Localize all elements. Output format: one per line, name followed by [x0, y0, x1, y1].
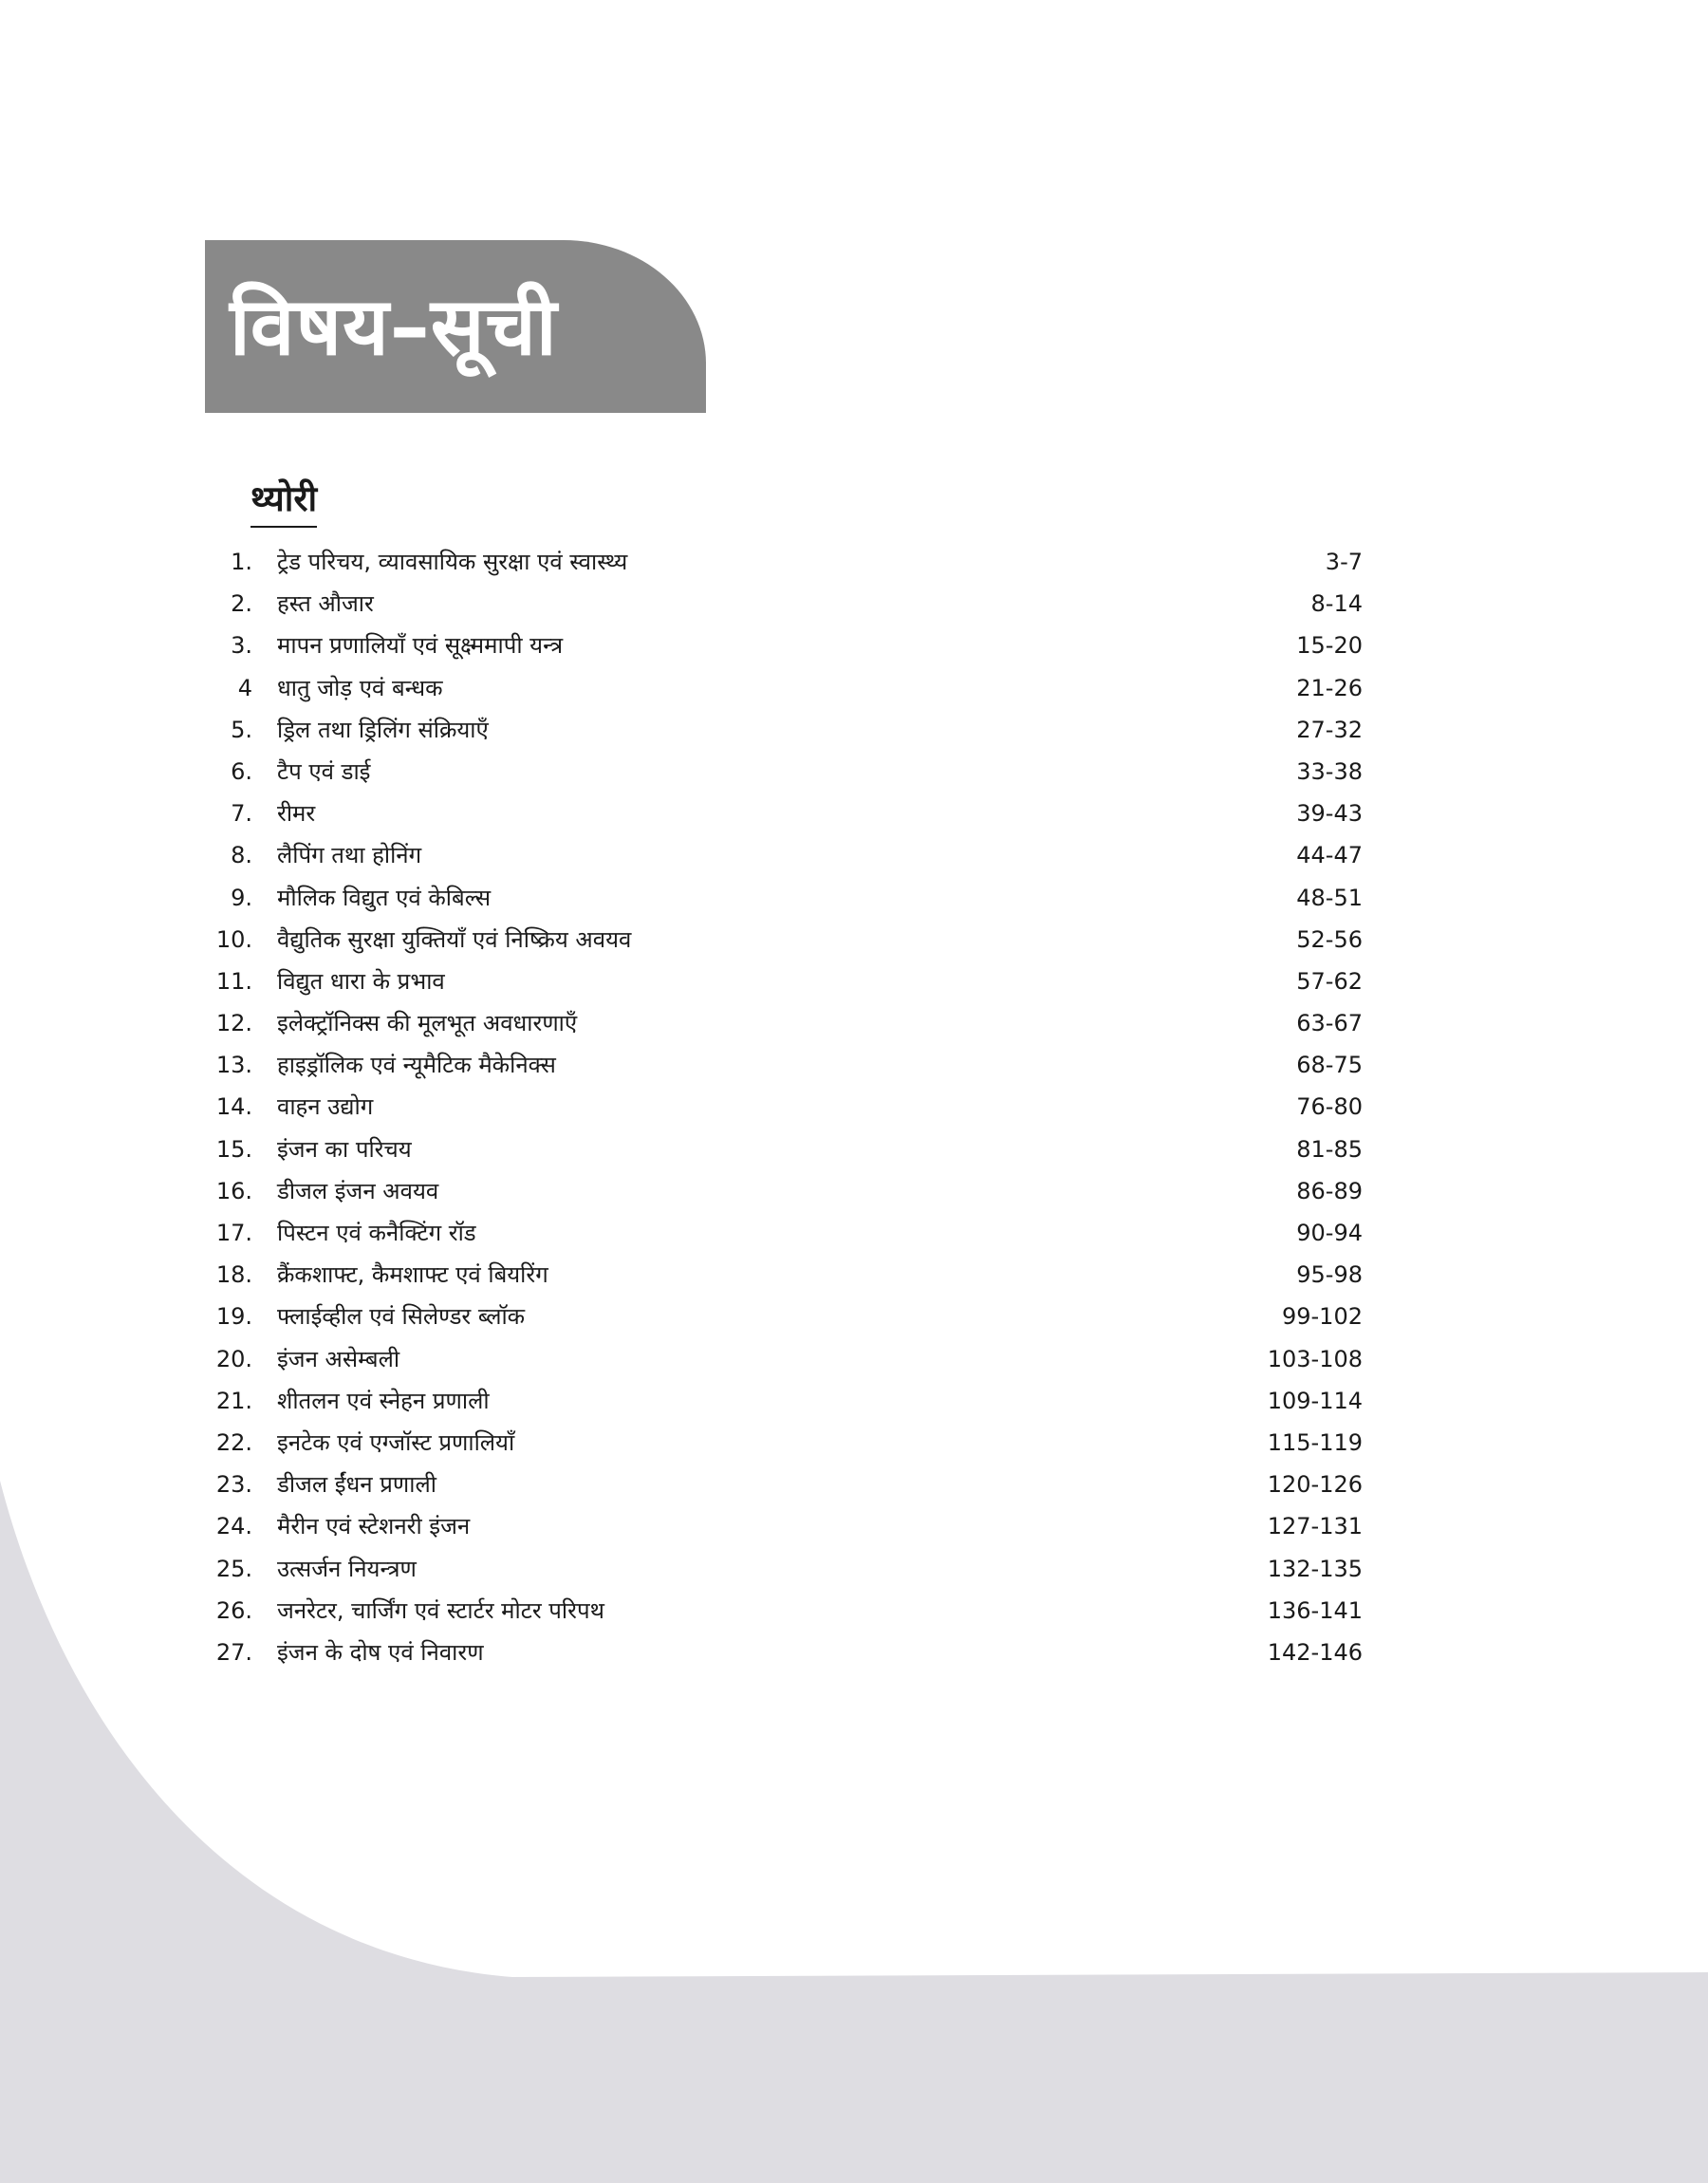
- toc-entry-title: रीमर: [277, 800, 316, 828]
- toc-entry-title: वैद्युतिक सुरक्षा युक्तियाँ एवं निष्क्रिय अवयव: [277, 925, 632, 953]
- toc-entry: [205, 1296, 1363, 1337]
- toc-entry-number: 23.: [215, 1471, 252, 1499]
- toc-entry-pages: 33-38: [1296, 757, 1363, 785]
- toc-entry-number: 25.: [215, 1555, 252, 1582]
- toc-entry-pages: 103-108: [1267, 1345, 1363, 1372]
- toc-entry: [205, 1212, 1363, 1254]
- toc-entry-title: पिस्टन एवं कनैक्टिंग रॉड: [277, 1220, 476, 1246]
- toc-entry: [205, 919, 1363, 961]
- toc-entry-pages: 21-26: [1296, 674, 1363, 701]
- toc-entry-title: ड्रिल तथा ड्रिलिंग संक्रियाएँ: [277, 716, 489, 743]
- toc-entry-title: वाहन उद्योग: [277, 1093, 374, 1121]
- toc-entry-pages: 27-32: [1296, 716, 1363, 743]
- toc-entry: [205, 793, 1363, 834]
- page-title: विषय–सूची: [230, 280, 558, 373]
- toc-entry-pages: 115-119: [1267, 1428, 1363, 1456]
- toc-entry-pages: 39-43: [1296, 800, 1363, 828]
- toc-entry-pages: 136-141: [1267, 1596, 1363, 1624]
- toc-entry: [205, 1632, 1363, 1673]
- toc-entry-title: जनरेटर, चार्जिंग एवं स्टार्टर मोटर परिपथ: [277, 1596, 604, 1624]
- toc-entry: [205, 1086, 1363, 1128]
- toc-entry: [205, 1254, 1363, 1296]
- toc-entry-number: 7.: [231, 800, 252, 828]
- toc-entry-title: फ्लाईव्हील एवं सिलेण्डर ब्लॉक: [277, 1303, 526, 1331]
- toc-entry-title: टैप एवं डाई: [277, 757, 371, 785]
- toc-entry-pages: 48-51: [1296, 884, 1363, 911]
- toc-entry: [205, 1422, 1363, 1464]
- toc-entry-title: मौलिक विद्युत एवं केबिल्स: [277, 884, 492, 911]
- toc-entry-number: 26.: [215, 1596, 252, 1624]
- toc-entry-pages: 142-146: [1267, 1638, 1363, 1666]
- toc-entry-number: 16.: [215, 1177, 252, 1204]
- toc-entry-title: इलेक्ट्रॉनिक्स की मूलभूत अवधारणाएँ: [277, 1010, 578, 1037]
- toc-entry: [205, 1548, 1363, 1590]
- table-of-contents: [205, 541, 1363, 1673]
- toc-entry-title: हस्त औजार: [277, 590, 374, 618]
- toc-entry-number: 3.: [231, 632, 252, 660]
- toc-entry: [205, 1505, 1363, 1547]
- toc-entry-number: 21.: [215, 1387, 252, 1414]
- toc-entry-title: इंजन असेम्बली: [277, 1345, 400, 1372]
- toc-entry: [205, 1464, 1363, 1505]
- toc-entry: [205, 1170, 1363, 1212]
- toc-entry: [205, 1129, 1363, 1170]
- toc-entry-pages: 99-102: [1281, 1303, 1363, 1331]
- toc-entry-number: 9.: [231, 884, 252, 911]
- toc-entry-number: 11.: [215, 967, 252, 995]
- toc-entry: [205, 625, 1363, 666]
- toc-entry: [205, 1044, 1363, 1086]
- toc-entry-pages: 76-80: [1296, 1093, 1363, 1121]
- toc-entry-title: लैपिंग तथा होनिंग: [277, 842, 422, 869]
- toc-entry-pages: 120-126: [1267, 1471, 1363, 1499]
- toc-entry: [205, 834, 1363, 876]
- toc-entry-title: ट्रेड परिचय, व्यावसायिक सुरक्षा एवं स्वास्थ्य: [277, 549, 628, 575]
- toc-entry-pages: 3-7: [1325, 549, 1363, 575]
- toc-entry-number: 10.: [215, 925, 252, 953]
- toc-entry-pages: 90-94: [1296, 1220, 1363, 1246]
- toc-entry-pages: 132-135: [1267, 1555, 1363, 1582]
- toc-entry-number: 20.: [215, 1345, 252, 1372]
- toc-entry: [205, 1590, 1363, 1632]
- toc-entry-pages: 57-62: [1296, 967, 1363, 995]
- toc-entry: [205, 541, 1363, 583]
- toc-entry-number: 19.: [215, 1303, 252, 1331]
- toc-entry: [205, 709, 1363, 751]
- toc-entry-title: मापन प्रणालियाँ एवं सूक्ष्ममापी यन्त्र: [277, 632, 564, 660]
- toc-entry-number: 1.: [231, 549, 252, 575]
- toc-entry-pages: 8-14: [1310, 590, 1363, 618]
- toc-entry-number: 4: [237, 674, 252, 701]
- toc-entry-pages: 15-20: [1296, 632, 1363, 660]
- toc-entry: [205, 751, 1363, 793]
- toc-entry: [205, 961, 1363, 1002]
- toc-entry-pages: 63-67: [1296, 1010, 1363, 1037]
- toc-entry: [205, 1338, 1363, 1380]
- toc-entry-number: 8.: [231, 842, 252, 869]
- toc-entry-number: 22.: [215, 1428, 252, 1456]
- toc-entry: [205, 1380, 1363, 1422]
- title-banner: [205, 240, 706, 413]
- toc-entry-pages: 44-47: [1296, 842, 1363, 869]
- toc-entry-number: 12.: [215, 1010, 252, 1037]
- toc-entry-title: इनटेक एवं एग्जॉस्ट प्रणालियाँ: [277, 1428, 515, 1456]
- toc-entry: [205, 583, 1363, 625]
- toc-entry-number: 15.: [215, 1135, 252, 1163]
- toc-entry-pages: 109-114: [1267, 1387, 1363, 1414]
- toc-entry-title: इंजन का परिचय: [277, 1135, 412, 1163]
- toc-entry-number: 24.: [215, 1513, 252, 1540]
- toc-entry-title: हाइड्रॉलिक एवं न्यूमैटिक मैकेनिक्स: [277, 1052, 556, 1079]
- section-heading: थ्योरी: [251, 473, 317, 528]
- toc-entry-title: धातु जोड़ एवं बन्धक: [277, 674, 443, 701]
- toc-entry-title: मैरीन एवं स्टेशनरी इंजन: [277, 1513, 471, 1540]
- toc-entry-title: इंजन के दोष एवं निवारण: [277, 1638, 484, 1666]
- toc-entry-pages: 81-85: [1296, 1135, 1363, 1163]
- toc-entry-number: 13.: [215, 1052, 252, 1079]
- toc-entry: [205, 877, 1363, 919]
- toc-entry-number: 14.: [215, 1093, 252, 1121]
- toc-entry-number: 2.: [231, 590, 252, 618]
- toc-entry-title: डीजल ईंधन प्रणाली: [277, 1471, 436, 1499]
- toc-entry-title: विद्युत धारा के प्रभाव: [277, 967, 445, 995]
- toc-entry-title: शीतलन एवं स्नेहन प्रणाली: [277, 1387, 490, 1414]
- toc-entry: [205, 667, 1363, 709]
- toc-entry-pages: 68-75: [1296, 1052, 1363, 1079]
- toc-entry-number: 5.: [231, 716, 252, 743]
- toc-entry-pages: 127-131: [1267, 1513, 1363, 1540]
- toc-entry-title: क्रैंकशाफ्ट, कैमशाफ्ट एवं बियरिंग: [277, 1261, 548, 1289]
- toc-entry-pages: 95-98: [1296, 1261, 1363, 1289]
- toc-entry-pages: 86-89: [1296, 1177, 1363, 1204]
- toc-entry-title: डीजल इंजन अवयव: [277, 1177, 439, 1204]
- toc-entry: [205, 1002, 1363, 1044]
- toc-entry-number: 6.: [231, 757, 252, 785]
- toc-entry-title: उत्सर्जन नियन्त्रण: [277, 1555, 417, 1582]
- toc-entry-number: 18.: [215, 1261, 252, 1289]
- toc-entry-pages: 52-56: [1296, 925, 1363, 953]
- toc-entry-number: 27.: [215, 1638, 252, 1666]
- toc-entry-number: 17.: [215, 1220, 252, 1246]
